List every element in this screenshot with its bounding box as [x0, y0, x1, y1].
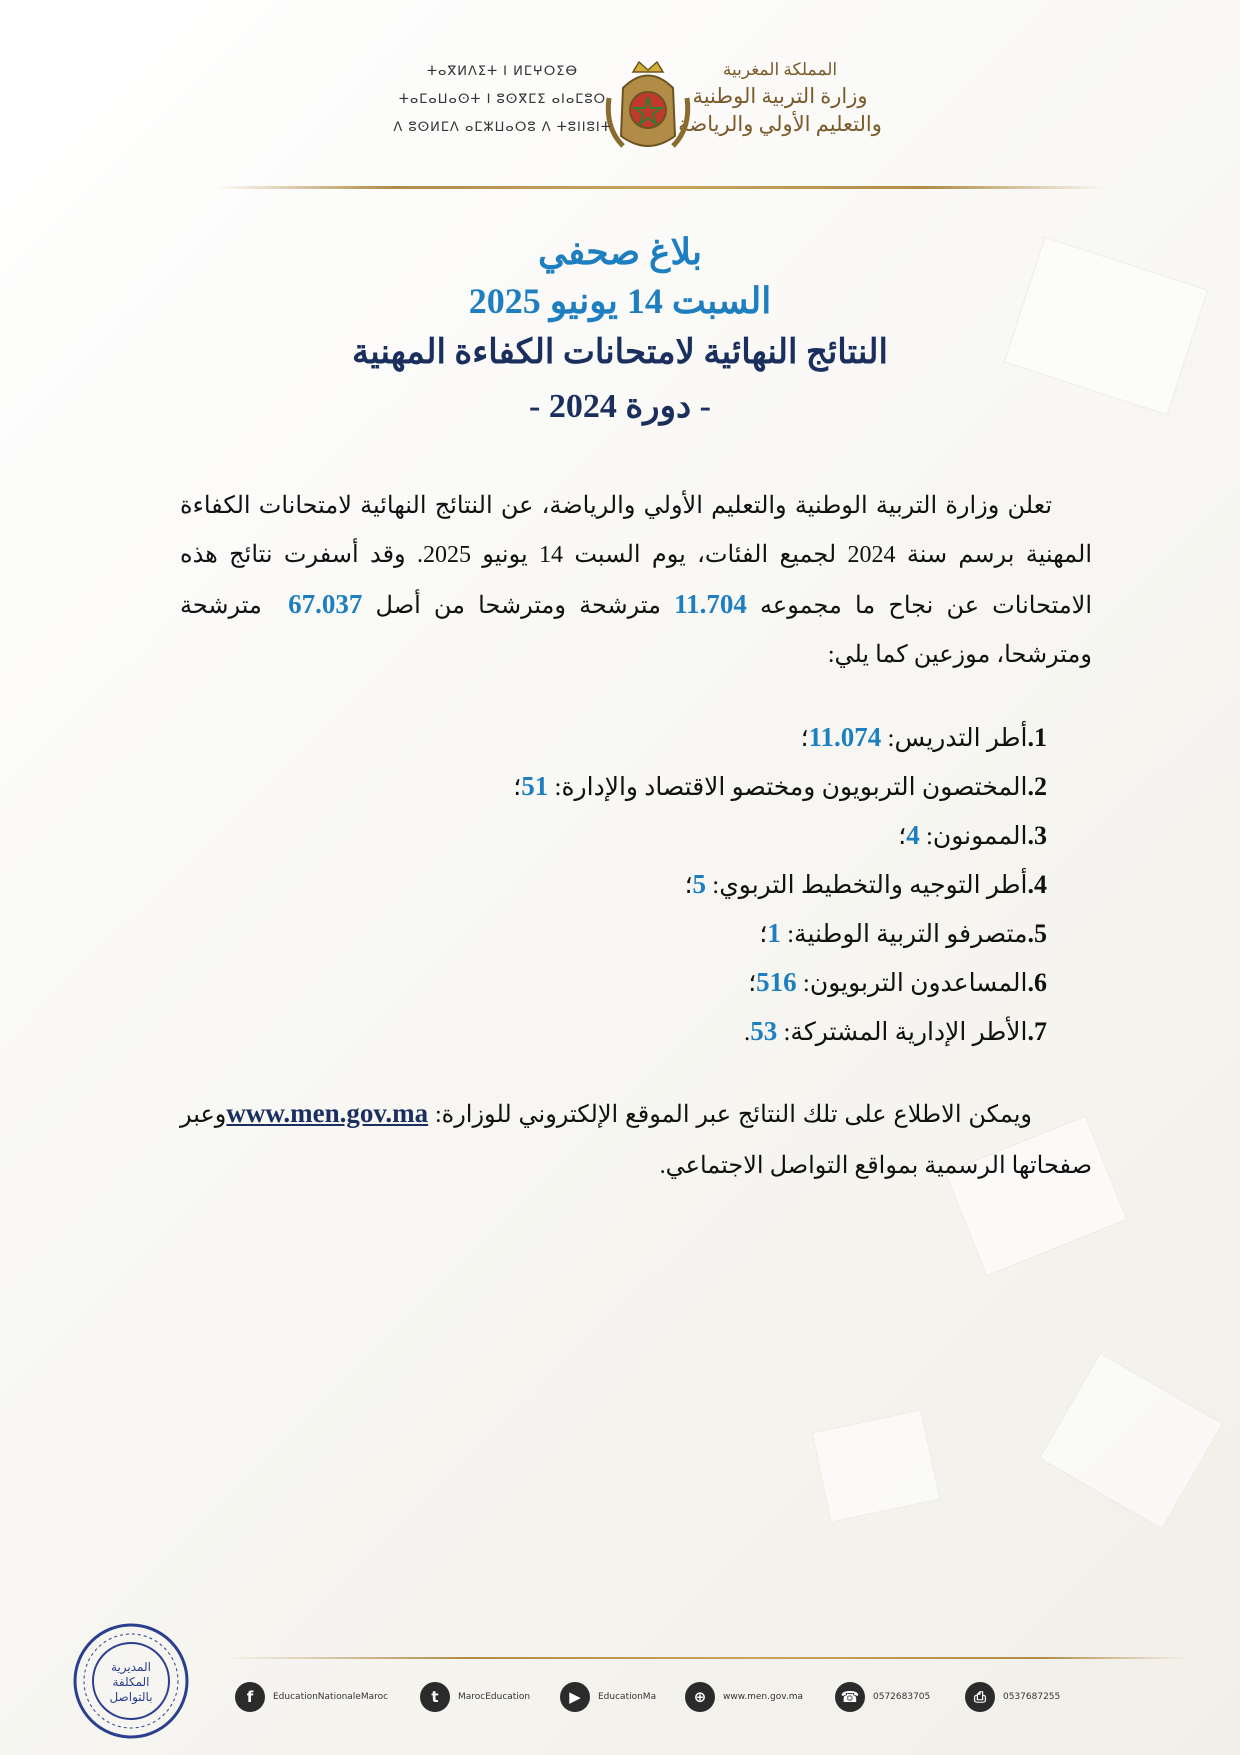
header-divider: [215, 186, 1105, 189]
ministry-name-arabic: المملكة المغربية وزارة التربية الوطنية والتعليم الأولي والرياضة: [678, 60, 882, 136]
phone-icon: ☎: [835, 1682, 865, 1712]
ministry-name-tifinagh: ⵜⴰⴳⵍⴷⵉⵜ ⵏ ⵍⵎⵖⵔⵉⴱ ⵜⴰⵎⴰⵡⴰⵙⵜ ⵏ ⵓⵙⴳⵎⵉ ⴰⵏⴰⵎⵓⵔ ⴷ ⵓⵙⵍⵎⴷ ⴰⵎⵣⵡⴰⵔⵓ ⴷ ⵜⵓⵏⵏⵓⵏⵜ: [393, 64, 612, 135]
facebook-icon: f: [235, 1682, 265, 1712]
list-item: 1.أطر التدريس: 11.074؛: [800, 722, 1047, 752]
list-item: 5.متصرفو التربية الوطنية: 1؛: [759, 918, 1047, 948]
footer-divider: [225, 1657, 1185, 1659]
svg-text:المكلفة: المكلفة: [112, 1675, 150, 1689]
website-contact[interactable]: ⊕ www.men.gov.ma: [685, 1680, 803, 1714]
directorate-stamp: [72, 1622, 190, 1740]
globe-icon: ⊕: [685, 1682, 715, 1712]
facebook-contact[interactable]: f EducationNationaleMaroc: [235, 1680, 388, 1714]
background-shape: [812, 1409, 941, 1522]
release-date: السبت 14 يونيو 2025: [468, 281, 772, 321]
website-link[interactable]: www.men.gov.ma: [226, 1098, 429, 1128]
session-title: - دورة 2024 -: [529, 388, 711, 425]
list-item: 3.الممونون: 4؛: [898, 820, 1047, 850]
background-shape: [1039, 1353, 1223, 1530]
fax-icon: ⎙: [965, 1682, 995, 1712]
document-type-title: بلاغ صحفي: [537, 232, 702, 272]
subject-title: النتائج النهائية لامتحانات الكفاءة المهنية: [352, 334, 888, 371]
list-item: 6.المساعدون التربويون: 516؛: [748, 967, 1047, 997]
youtube-contact[interactable]: ▶ EducationMa: [560, 1680, 656, 1714]
twitter-icon: t: [420, 1682, 450, 1712]
candidates-total: 67.037: [288, 589, 363, 619]
svg-text:المديرية: المديرية: [111, 1660, 151, 1674]
list-item: 4.أطر التوجيه والتخطيط التربوي: 5؛: [684, 869, 1047, 899]
contact-footer: [235, 1680, 1095, 1716]
youtube-icon: ▶: [560, 1682, 590, 1712]
twitter-contact[interactable]: t MarocEducation: [420, 1680, 530, 1714]
closing-paragraph: ويمكن الاطلاع على تلك النتائج عبر الموقع الإلكتروني للوزارة: www.men.gov.maوعبر صفحاتها الرسمية بمواقع التواصل الاجتماعي.: [180, 1098, 1092, 1179]
svg-text:بالتواصل: بالتواصل: [109, 1690, 153, 1704]
successful-total: 11.704: [674, 589, 747, 619]
results-list: [180, 713, 1047, 1056]
announcement-paragraph: تعلن وزارة التربية الوطنية والتعليم الأولي والرياضة، عن النتائج النهائية لامتحانات الكفاءة المهنية برسم سنة 2024 لجميع الفئات، يوم السبت 14 يونيو 2025. وقد أسفرت نتائج هذه الامتحانات عن نجاح ما مجموعه 11.704 مترشحة ومترشحا من أصل 67.037 مترشحة ومترشحا، موزعين كما يلي:: [180, 493, 1093, 668]
press-release-heading: [0, 228, 1240, 434]
fax-contact[interactable]: ⎙ 0537687255: [965, 1680, 1060, 1714]
list-item: 7.الأطر الإدارية المشتركة: 53.: [743, 1016, 1047, 1046]
list-item: 2.المختصون التربويون ومختصو الاقتصاد والإدارة: 51؛: [513, 771, 1047, 801]
letterhead: [0, 40, 1240, 160]
phone-contact[interactable]: ☎ 0572683705: [835, 1680, 930, 1714]
